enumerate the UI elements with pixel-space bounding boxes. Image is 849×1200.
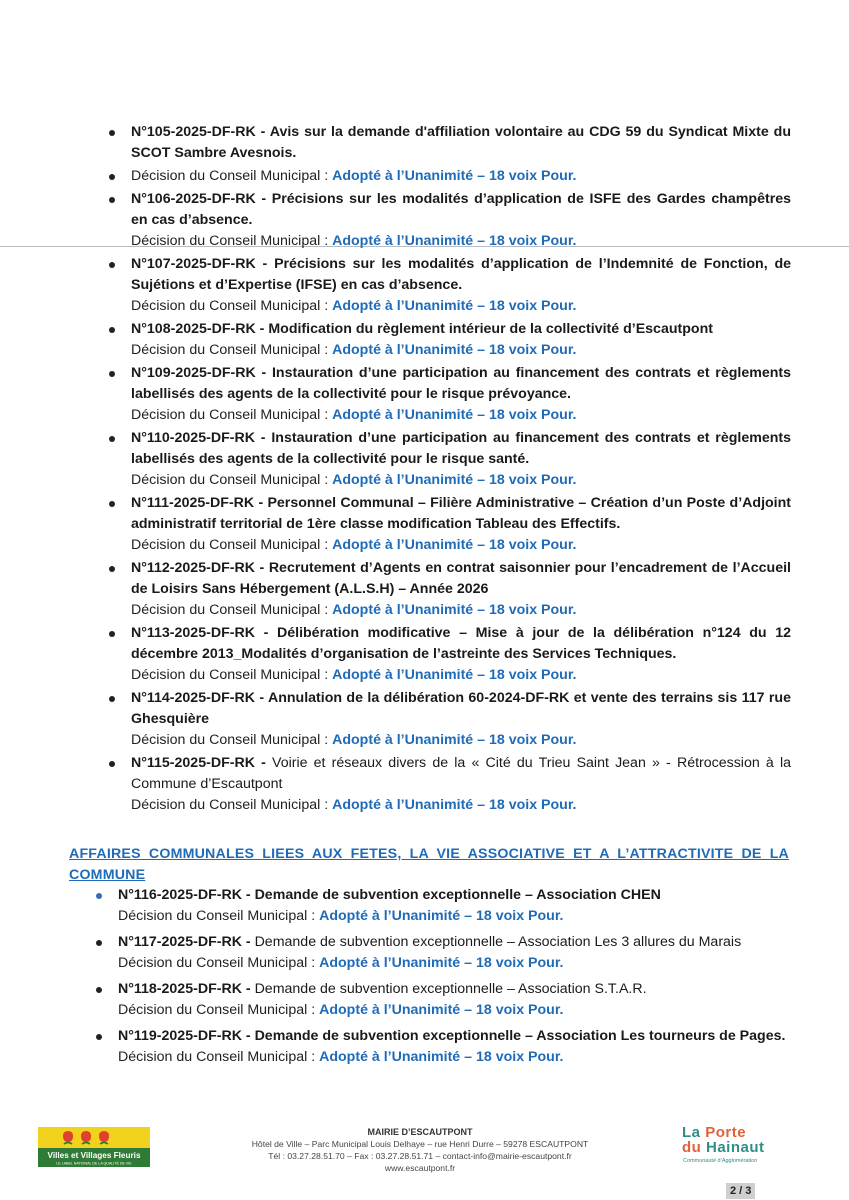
decision-result: Adopté à l’Unanimité – 18 voix Pour. [319, 908, 564, 924]
decision-result: Adopté à l’Unanimité – 18 voix Pour. [332, 667, 577, 683]
decision-result: Adopté à l’Unanimité – 18 voix Pour. [332, 342, 577, 358]
decision-line [131, 730, 791, 751]
footer-contact-block [200, 1126, 640, 1174]
bullet-icon [109, 371, 115, 377]
deliberation-ref: N°115-2025-DF-RK [131, 755, 255, 771]
decision-result: Adopté à l’Unanimité – 18 voix Pour. [332, 602, 577, 618]
decision-line [118, 1047, 798, 1068]
deliberation-item [131, 688, 791, 751]
deliberation-item [131, 319, 791, 361]
deliberation-title: Demande de subvention exceptionnelle – Association CHEN [254, 887, 661, 903]
decision-result: Adopté à l’Unanimité – 18 voix Pour. [332, 233, 577, 249]
footer-website: www.escautpont.fr [384, 1163, 456, 1173]
deliberation-ref: N°111-2025-DF-RK [131, 495, 255, 511]
decision-result: Adopté à l’Unanimité – 18 voix Pour. [332, 407, 577, 423]
svg-text:Villes et Villages Fleuris: Villes et Villages Fleuris [47, 1151, 141, 1160]
decision-label: Décision du Conseil Municipal : [118, 955, 320, 971]
decision-line [131, 166, 791, 187]
deliberation-heading: N°119-2025-DF-RK - Demande de subvention exceptionnelle – Association Les tourneurs de Pages. [118, 1028, 786, 1044]
section-heading: AFFAIRES COMMUNALES LIEES AUX FETES, LA VIE ASSOCIATIVE ET A L’ATTRACTIVITE DE LA COMMUNE [69, 846, 790, 883]
decision-result: Adopté à l’Unanimité – 18 voix Pour. [319, 955, 564, 971]
deliberation-heading: N°108-2025-DF-RK - Modification du règlement intérieur de la collectivité d’Escautpont [131, 321, 713, 337]
deliberation-item [131, 623, 791, 686]
deliberation-title: Demande de subvention exceptionnelle – Association Les tourneurs de Pages. [254, 1028, 786, 1044]
bullet-icon [109, 197, 115, 203]
deliberation-ref: N°105-2025-DF-RK [131, 124, 256, 140]
decision-line [131, 340, 791, 361]
deliberation-title: Voirie et réseaux divers de la « Cité du Trieu Saint Jean » - Rétrocession à la Commune d’Escautpont [131, 755, 792, 792]
decision-line [118, 953, 798, 974]
deliberation-ref: N°109-2025-DF-RK [131, 365, 256, 381]
decision-label: Décision du Conseil Municipal : [131, 732, 333, 748]
deliberation-heading: N°116-2025-DF-RK - Demande de subvention exceptionnelle – Association CHEN [118, 887, 661, 903]
deliberation-heading: N°107-2025-DF-RK - Précisions sur les modalités d’application de l’Indemnité de Fonction, de Sujétions et d’Expertise (IFSE) en cas d’absence. [131, 256, 791, 293]
deliberation-ref: N°119-2025-DF-RK [118, 1028, 242, 1044]
bullet-icon [109, 761, 115, 767]
decision-result: Adopté à l’Unanimité – 18 voix Pour. [332, 732, 577, 748]
decision-label: Décision du Conseil Municipal : [131, 667, 333, 683]
decision-line [131, 665, 791, 686]
deliberation-item [118, 979, 798, 1021]
bullet-icon [109, 130, 115, 136]
deliberation-title: Demande de subvention exceptionnelle – Association Les 3 allures du Marais [254, 934, 742, 950]
deliberation-item [131, 493, 791, 556]
decision-line [131, 231, 791, 252]
decision-label: Décision du Conseil Municipal : [131, 602, 333, 618]
deliberation-ref: N°110-2025-DF-RK [131, 430, 255, 446]
deliberation-heading: N°106-2025-DF-RK - Précisions sur les modalités d’application de ISFE des Gardes champêtres en cas d’absence. [131, 191, 791, 228]
deliberation-title: Demande de subvention exceptionnelle – Association S.T.A.R. [254, 981, 647, 997]
decision-line [131, 795, 791, 816]
deliberation-ref: N°116-2025-DF-RK [118, 887, 242, 903]
deliberation-heading: N°115-2025-DF-RK - Voirie et réseaux divers de la « Cité du Trieu Saint Jean » - Rétrocession à la Commune d’Escautpont [131, 755, 792, 792]
decision-label: Décision du Conseil Municipal : [131, 298, 333, 314]
deliberation-title: Délibération modificative – Mise à jour de la délibération n°124 du 12 décembre 2013_Modalités d’organisation de l’astreinte des Services Techniques. [131, 625, 792, 662]
deliberation-item [131, 189, 791, 252]
decision-result: Adopté à l’Unanimité – 18 voix Pour. [332, 298, 577, 314]
deliberation-ref: N°114-2025-DF-RK [131, 690, 255, 706]
deliberation-item [118, 885, 798, 927]
decision-label: Décision du Conseil Municipal : [131, 342, 333, 358]
deliberation-ref: N°107-2025-DF-RK [131, 256, 256, 272]
deliberation-heading: N°111-2025-DF-RK - Personnel Communal – Filière Administrative – Création d’un Poste d’Adjoint administratif territorial de 1ère classe modification Tableau des Effectifs. [131, 495, 792, 532]
deliberation-heading: N°112-2025-DF-RK - Recrutement d’Agents en contrat saisonnier pour l’encadrement de l’Accueil de Loisirs Sans Hébergement (A.L.S.H) – Année 2026 [131, 560, 791, 597]
decision-line [118, 1000, 798, 1021]
deliberation-item [131, 254, 791, 317]
deliberation-title: Modification du règlement intérieur de la collectivité d’Escautpont [268, 321, 713, 337]
bullet-icon [109, 631, 115, 637]
decision-label: Décision du Conseil Municipal : [118, 1002, 320, 1018]
bullet-icon [109, 696, 115, 702]
decision-result: Adopté à l’Unanimité – 18 voix Pour. [332, 797, 577, 813]
decision-line [118, 906, 798, 927]
deliberation-item [131, 753, 791, 816]
bullet-icon [109, 327, 115, 333]
deliberation-heading: N°118-2025-DF-RK - Demande de subvention exceptionnelle – Association S.T.A.R. [118, 981, 647, 997]
svg-text:LE LABEL NATIONAL DE LA QUALIT: LE LABEL NATIONAL DE LA QUALITÉ DE VIE [56, 1161, 132, 1166]
deliberation-item [118, 932, 798, 974]
deliberation-title: Précisions sur les modalités d’application de ISFE des Gardes champêtres en cas d’absence. [131, 191, 791, 228]
deliberation-item [131, 363, 791, 426]
footer-org-name: MAIRIE D’ESCAUTPONT [367, 1127, 473, 1137]
decision-label: Décision du Conseil Municipal : [131, 797, 333, 813]
decision-label: Décision du Conseil Municipal : [131, 233, 333, 249]
deliberation-list-finance [131, 122, 791, 818]
decision-line [131, 405, 791, 426]
deliberation-heading: N°113-2025-DF-RK - Délibération modificative – Mise à jour de la délibération n°124 du 12 décembre 2013_Modalités d’organisation de l’astreinte des Services Techniques. [131, 625, 792, 662]
decision-line [131, 535, 791, 556]
decision-result: Adopté à l’Unanimité – 18 voix Pour. [332, 537, 577, 553]
deliberation-list-associations [118, 885, 798, 1073]
deliberation-ref: N°117-2025-DF-RK [118, 934, 242, 950]
decision-label: Décision du Conseil Municipal : [131, 537, 333, 553]
villes-villages-fleuris-logo [38, 1127, 150, 1167]
deliberation-title: Annulation de la délibération 60-2024-DF-RK et vente des terrains sis 117 rue Ghesquière [131, 690, 791, 727]
deliberation-title: Avis sur la demande d'affiliation volontaire au CDG 59 du Syndicat Mixte du SCOT Sambre Avesnois. [131, 124, 791, 161]
decision-result: Adopté à l’Unanimité – 18 voix Pour. [332, 168, 577, 184]
decision-label: Décision du Conseil Municipal : [131, 472, 333, 488]
deliberation-title: Précisions sur les modalités d’application de l’Indemnité de Fonction, de Sujétions et d’Expertise (IFSE) en cas d’absence. [131, 256, 791, 293]
bullet-icon [109, 436, 115, 442]
deliberation-heading: N°114-2025-DF-RK - Annulation de la délibération 60-2024-DF-RK et vente des terrains sis 117 rue Ghesquière [131, 690, 791, 727]
deliberation-heading: N°110-2025-DF-RK - Instauration d’une participation au financement des contrats et règlements labellisés des agents de la collectivité pour le risque santé. [131, 430, 791, 467]
decision-label: Décision du Conseil Municipal : [131, 407, 333, 423]
decision-result: Adopté à l’Unanimité – 18 voix Pour. [332, 472, 577, 488]
bullet-icon [109, 174, 115, 180]
page-number: 2 / 3 [726, 1183, 755, 1199]
decision-line [131, 296, 791, 317]
decision-line [131, 600, 791, 621]
deliberation-ref: N°108-2025-DF-RK [131, 321, 256, 337]
porte-du-hainaut-logo: La Porte du Hainaut Communauté d’Agglomération [682, 1124, 765, 1164]
bullet-icon [96, 893, 102, 899]
decision-label: Décision du Conseil Municipal : [118, 1049, 320, 1065]
deliberation-ref: N°106-2025-DF-RK [131, 191, 256, 207]
deliberation-heading: N°105-2025-DF-RK - Avis sur la demande d'affiliation volontaire au CDG 59 du Syndicat Mixte du SCOT Sambre Avesnois. [131, 124, 791, 161]
bullet-icon [96, 1034, 102, 1040]
bullet-icon [109, 566, 115, 572]
footer-address: Hôtel de Ville – Parc Municipal Louis Delhaye – rue Henri Durre – 59278 ESCAUTPONT [251, 1139, 589, 1149]
deliberation-title: Instauration d’une participation au financement des contrats et règlements labellisés des agents de la collectivité pour le risque santé. [131, 430, 791, 467]
bullet-icon [109, 262, 115, 268]
deliberation-title: Recrutement d’Agents en contrat saisonnier pour l’encadrement de l’Accueil de Loisirs Sans Hébergement (A.L.S.H) – Année 2026 [131, 560, 791, 597]
deliberation-title: Personnel Communal – Filière Administrative – Création d’un Poste d’Adjoint administratif territorial de 1ère classe modification Tableau des Effectifs. [131, 495, 792, 532]
deliberation-ref: N°113-2025-DF-RK [131, 625, 255, 641]
bullet-icon [96, 987, 102, 993]
deliberation-item [131, 428, 791, 491]
deliberation-heading: N°117-2025-DF-RK - Demande de subvention exceptionnelle – Association Les 3 allures du Marais [118, 934, 742, 950]
deliberation-ref: N°112-2025-DF-RK [131, 560, 255, 576]
footer-contact: Tél : 03.27.28.51.70 – Fax : 03.27.28.51.71 – contact-info@mairie-escautpont.fr [268, 1151, 572, 1161]
deliberation-heading: N°109-2025-DF-RK - Instauration d’une participation au financement des contrats et règlements labellisés des agents de la collectivité pour le risque prévoyance. [131, 365, 791, 402]
bullet-icon [109, 501, 115, 507]
decision-label: Décision du Conseil Municipal : [118, 908, 320, 924]
decision-line [131, 470, 791, 491]
decision-result: Adopté à l’Unanimité – 18 voix Pour. [319, 1002, 564, 1018]
deliberation-item [131, 558, 791, 621]
decision-result: Adopté à l’Unanimité – 18 voix Pour. [319, 1049, 564, 1065]
bullet-icon [96, 940, 102, 946]
deliberation-title: Instauration d’une participation au financement des contrats et règlements labellisés des agents de la collectivité pour le risque prévoyance. [131, 365, 791, 402]
decision-label: Décision du Conseil Municipal : [131, 168, 333, 184]
deliberation-ref: N°118-2025-DF-RK [118, 981, 242, 997]
deliberation-item [131, 122, 791, 187]
deliberation-item [118, 1026, 798, 1068]
